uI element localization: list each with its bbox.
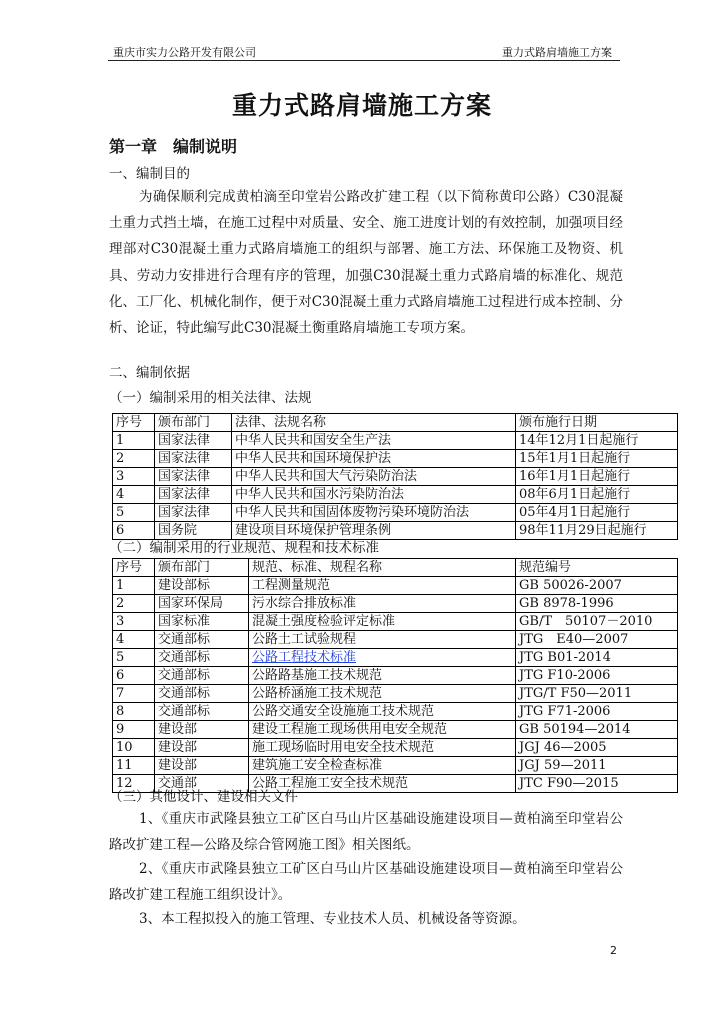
table-cell: 交通部标 <box>155 631 249 649</box>
table-header-cell: 法律、法规名称 <box>232 414 516 432</box>
table-cell: 98年11月29日起施行 <box>516 522 678 540</box>
table-header-cell: 颁布部门 <box>155 414 232 432</box>
table-cell <box>249 649 516 667</box>
table-cell: GB 50026-2007 <box>516 577 678 595</box>
table-row <box>113 739 678 757</box>
table-cell: 1 <box>113 577 155 595</box>
table-cell: JTG F71-2006 <box>516 703 678 721</box>
table-row <box>113 450 678 468</box>
table-row <box>113 721 678 739</box>
table-cell: 建设部标 <box>155 577 249 595</box>
table-header-cell: 序号 <box>113 414 155 432</box>
table-cell: JTC F90—2015 <box>516 775 678 793</box>
table-cell: JTG/T F50—2011 <box>516 685 678 703</box>
document-item-1: 1、《重庆市武隆县独立工矿区白马山片区基础设施建设项目—黄柏滴至印堂岩公路改扩建工程—公路及综合管网施工图》相关图纸。 <box>109 811 623 854</box>
table-cell: 国家法律 <box>155 486 232 504</box>
table-cell: 国家法律 <box>155 432 232 450</box>
chapter-heading: 第一章 编制说明 <box>109 137 238 156</box>
purpose-paragraph: 为确保顺利完成黄柏滴至印堂岩公路改扩建工程（以下简称黄印公路）C30混凝土重力式挡土墙，在施工过程中对质量、安全、施工进度计划的有效控制，加强项目经理部对C30混凝土重力式路肩墙施工的组织与部署、施工方法、环保施工及物资、机具、劳动力安排进行合理有序的管理，加强C30混凝土重力式路肩墙的标准化、规范化、工厂化、机械化制作，便于对C30混凝土重力式路肩墙施工过程进行成本控制、分析、论证，特此编写此C30混凝土衡重路肩墙施工专项方案。 <box>109 189 623 337</box>
table-header-cell: 序号 <box>113 559 155 577</box>
table-header-row <box>113 559 678 577</box>
table-cell: 国家法律 <box>155 450 232 468</box>
table-cell: 国家标准 <box>155 613 249 631</box>
table-cell: 4 <box>113 631 155 649</box>
document-item-2: 2、《重庆市武隆县独立工矿区白马山片区基础设施建设项目—黄柏滴至印堂岩公路改扩建工程施工组织设计》。 <box>109 861 623 904</box>
table-cell: GB/T 50107－2010 <box>516 613 678 631</box>
table-cell: 5 <box>113 649 155 667</box>
table-cell: 6 <box>113 522 155 540</box>
table-cell: GB 8978-1996 <box>516 595 678 613</box>
table-row <box>113 468 678 486</box>
document-title: 重力式路肩墙施工方案 <box>231 91 492 120</box>
table-cell: 建设部 <box>155 721 249 739</box>
table-cell: 工程测量规范 <box>249 577 516 595</box>
table-cell: 交通部标 <box>155 649 249 667</box>
subsection-other-documents: （三）其他设计、建设相关文件 <box>109 789 298 805</box>
table-cell: 污水综合排放标准 <box>249 595 516 613</box>
table-cell: JGJ 46—2005 <box>516 739 678 757</box>
document-item-3: 3、本工程拟投入的施工管理、专业技术人员、机械设备等资源。 <box>139 911 526 927</box>
table-cell: 1 <box>113 432 155 450</box>
table-row <box>113 649 678 667</box>
table-cell: 12 <box>113 775 155 793</box>
table-cell: 05年4月1日起施行 <box>516 504 678 522</box>
table-cell: 08年6月1日起施行 <box>516 486 678 504</box>
table-cell: 4 <box>113 486 155 504</box>
table-cell: 5 <box>113 504 155 522</box>
table-cell: 中华人民共和国水污染防治法 <box>232 486 516 504</box>
table-row <box>113 504 678 522</box>
table-cell: 中华人民共和国安全生产法 <box>232 432 516 450</box>
table-row <box>113 757 678 775</box>
table-cell: 7 <box>113 685 155 703</box>
section-heading-basis: 二、编制依据 <box>109 365 190 381</box>
table-header-cell: 颁布部门 <box>155 559 249 577</box>
table-cell: 混凝土强度检验评定标准 <box>249 613 516 631</box>
table-cell: 2 <box>113 595 155 613</box>
table-cell: 2 <box>113 450 155 468</box>
table-row <box>113 685 678 703</box>
page-header-doc-name: 重力式路肩墙施工方案 <box>502 46 612 59</box>
table-cell: 公路工程施工安全技术规范 <box>249 775 516 793</box>
table-cell: 建筑施工安全检查标准 <box>249 757 516 775</box>
table-cell: 国务院 <box>155 522 232 540</box>
table-cell: JGJ 59—2011 <box>516 757 678 775</box>
table-cell: 国家法律 <box>155 504 232 522</box>
table-cell: 3 <box>113 468 155 486</box>
table-header-row <box>113 414 678 432</box>
table-row <box>113 432 678 450</box>
table-row <box>113 486 678 504</box>
table-cell: 交通部标 <box>155 667 249 685</box>
table-cell: 公路桥涵施工技术规范 <box>249 685 516 703</box>
table-cell: 6 <box>113 667 155 685</box>
subsection-standards: （二）编制采用的行业规范、规程和技术标准 <box>109 540 379 556</box>
table-cell: 中华人民共和国环境保护法 <box>232 450 516 468</box>
table-row <box>113 613 678 631</box>
standard-link[interactable]: 公路工程技术标准 <box>252 650 357 665</box>
table-cell: 16年1月1日起施行 <box>516 468 678 486</box>
table-cell: 交通部 <box>155 775 249 793</box>
table-cell: 10 <box>113 739 155 757</box>
table-cell: 公路交通安全设施施工技术规范 <box>249 703 516 721</box>
table-row <box>113 577 678 595</box>
table-cell: 交通部标 <box>155 685 249 703</box>
table-cell: 交通部标 <box>155 703 249 721</box>
page-header-company: 重庆市实力公路开发有限公司 <box>113 46 256 59</box>
table-row <box>113 667 678 685</box>
table-cell: GB 50194—2014 <box>516 721 678 739</box>
section-heading-purpose: 一、编制目的 <box>109 166 190 182</box>
table-cell: 3 <box>113 613 155 631</box>
table-cell: 建设项目环境保护管理条例 <box>232 522 516 540</box>
table-cell: 国家环保局 <box>155 595 249 613</box>
table-cell: 中华人民共和国大气污染防治法 <box>232 468 516 486</box>
laws-table <box>112 413 678 540</box>
table-cell: 施工现场临时用电安全技术规范 <box>249 739 516 757</box>
table-cell: 建设部 <box>155 739 249 757</box>
table-header-cell: 颁布施行日期 <box>516 414 678 432</box>
table-row <box>113 703 678 721</box>
table-cell: 国家法律 <box>155 468 232 486</box>
table-cell: 9 <box>113 721 155 739</box>
standards-table <box>112 558 678 793</box>
table-cell: JTG F10-2006 <box>516 667 678 685</box>
table-cell: 建设工程施工现场供用电安全规范 <box>249 721 516 739</box>
table-cell: 15年1月1日起施行 <box>516 450 678 468</box>
table-cell: 中华人民共和国固体废物污染环境防治法 <box>232 504 516 522</box>
table-cell: 8 <box>113 703 155 721</box>
table-header-cell: 规范编号 <box>516 559 678 577</box>
table-row <box>113 631 678 649</box>
table-header-cell: 规范、标准、规程名称 <box>249 559 516 577</box>
subsection-laws: （一）编制采用的相关法律、法规 <box>109 390 312 406</box>
table-cell: 公路路基施工技术规范 <box>249 667 516 685</box>
table-cell: JTG B01-2014 <box>516 649 678 667</box>
table-cell: JTG E40—2007 <box>516 631 678 649</box>
header-rule <box>108 60 620 61</box>
table-cell: 14年12月1日起施行 <box>516 432 678 450</box>
table-row <box>113 595 678 613</box>
table-cell: 建设部 <box>155 757 249 775</box>
table-cell: 11 <box>113 757 155 775</box>
page-number: 2 <box>610 944 617 957</box>
table-cell: 公路土工试验规程 <box>249 631 516 649</box>
